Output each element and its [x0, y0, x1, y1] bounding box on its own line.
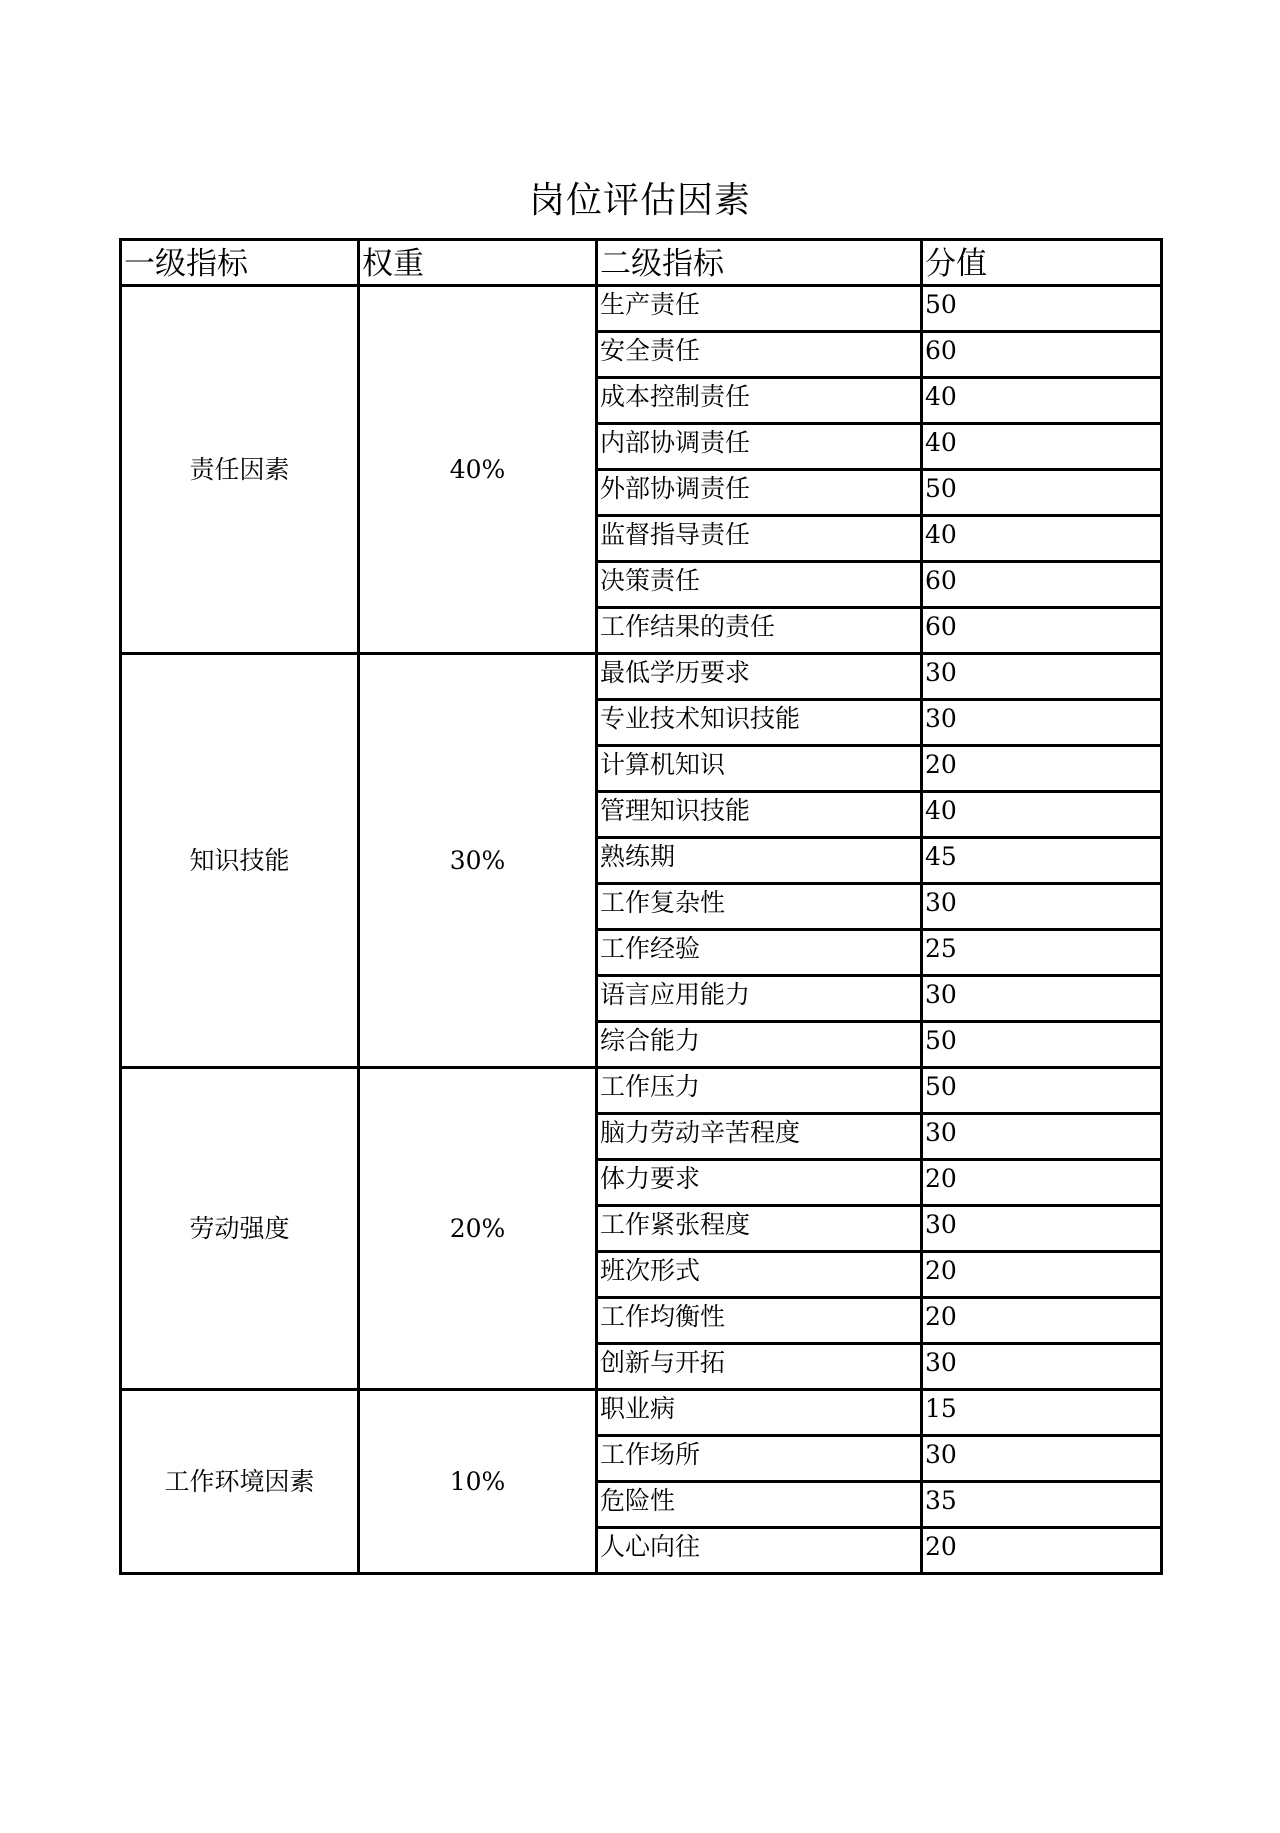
level2-name: 综合能力 — [597, 1022, 922, 1068]
level2-name: 体力要求 — [597, 1160, 922, 1206]
table-row — [121, 286, 1162, 332]
level2-score: 20 — [922, 1160, 1162, 1206]
level2-score: 20 — [922, 1252, 1162, 1298]
table-row — [121, 654, 1162, 700]
level2-name: 外部协调责任 — [597, 470, 922, 516]
level2-score: 30 — [922, 1206, 1162, 1252]
level1-name: 工作环境因素 — [121, 1390, 359, 1574]
level2-score: 50 — [922, 1022, 1162, 1068]
level2-score: 20 — [922, 1528, 1162, 1574]
level2-name: 工作均衡性 — [597, 1298, 922, 1344]
level2-name: 监督指导责任 — [597, 516, 922, 562]
level2-name: 危险性 — [597, 1482, 922, 1528]
level2-name: 工作经验 — [597, 930, 922, 976]
level2-name: 决策责任 — [597, 562, 922, 608]
level1-name: 知识技能 — [121, 654, 359, 1068]
level2-score: 60 — [922, 562, 1162, 608]
level2-score: 20 — [922, 746, 1162, 792]
level2-name: 最低学历要求 — [597, 654, 922, 700]
level2-score: 30 — [922, 1344, 1162, 1390]
level2-name: 职业病 — [597, 1390, 922, 1436]
level1-name: 责任因素 — [121, 286, 359, 654]
level2-name: 语言应用能力 — [597, 976, 922, 1022]
header-level1: 一级指标 — [121, 240, 359, 286]
level1-weight: 20% — [359, 1068, 597, 1390]
level2-name: 创新与开拓 — [597, 1344, 922, 1390]
evaluation-factor-table — [119, 238, 1163, 1575]
level2-name: 成本控制责任 — [597, 378, 922, 424]
level2-name: 生产责任 — [597, 286, 922, 332]
level2-score: 30 — [922, 654, 1162, 700]
level2-score: 30 — [922, 884, 1162, 930]
header-row — [121, 240, 1162, 286]
level2-name: 管理知识技能 — [597, 792, 922, 838]
level2-name: 工作场所 — [597, 1436, 922, 1482]
level2-name: 熟练期 — [597, 838, 922, 884]
level1-weight: 10% — [359, 1390, 597, 1574]
level2-name: 内部协调责任 — [597, 424, 922, 470]
level2-score: 50 — [922, 470, 1162, 516]
level2-score: 30 — [922, 976, 1162, 1022]
level2-score: 30 — [922, 1114, 1162, 1160]
header-weight: 权重 — [359, 240, 597, 286]
level2-name: 安全责任 — [597, 332, 922, 378]
header-level2: 二级指标 — [597, 240, 922, 286]
level1-weight: 30% — [359, 654, 597, 1068]
page-title: 岗位评估因素 — [528, 180, 751, 221]
level2-name: 工作复杂性 — [597, 884, 922, 930]
level2-name: 计算机知识 — [597, 746, 922, 792]
level2-score: 30 — [922, 1436, 1162, 1482]
level2-score: 45 — [922, 838, 1162, 884]
level2-score: 60 — [922, 608, 1162, 654]
level2-name: 工作压力 — [597, 1068, 922, 1114]
level1-weight: 40% — [359, 286, 597, 654]
level2-score: 40 — [922, 378, 1162, 424]
level2-score: 50 — [922, 286, 1162, 332]
level2-score: 40 — [922, 424, 1162, 470]
level2-score: 15 — [922, 1390, 1162, 1436]
level2-score: 20 — [922, 1298, 1162, 1344]
level2-name: 脑力劳动辛苦程度 — [597, 1114, 922, 1160]
level2-score: 35 — [922, 1482, 1162, 1528]
level2-name: 班次形式 — [597, 1252, 922, 1298]
level2-name: 工作紧张程度 — [597, 1206, 922, 1252]
level2-score: 60 — [922, 332, 1162, 378]
level2-name: 工作结果的责任 — [597, 608, 922, 654]
level2-name: 人心向往 — [597, 1528, 922, 1574]
level2-score: 30 — [922, 700, 1162, 746]
header-score: 分值 — [922, 240, 1162, 286]
level2-name: 专业技术知识技能 — [597, 700, 922, 746]
level2-score: 40 — [922, 516, 1162, 562]
level2-score: 25 — [922, 930, 1162, 976]
table-row — [121, 1068, 1162, 1114]
level1-name: 劳动强度 — [121, 1068, 359, 1390]
table-row — [121, 1390, 1162, 1436]
level2-score: 50 — [922, 1068, 1162, 1114]
level2-score: 40 — [922, 792, 1162, 838]
